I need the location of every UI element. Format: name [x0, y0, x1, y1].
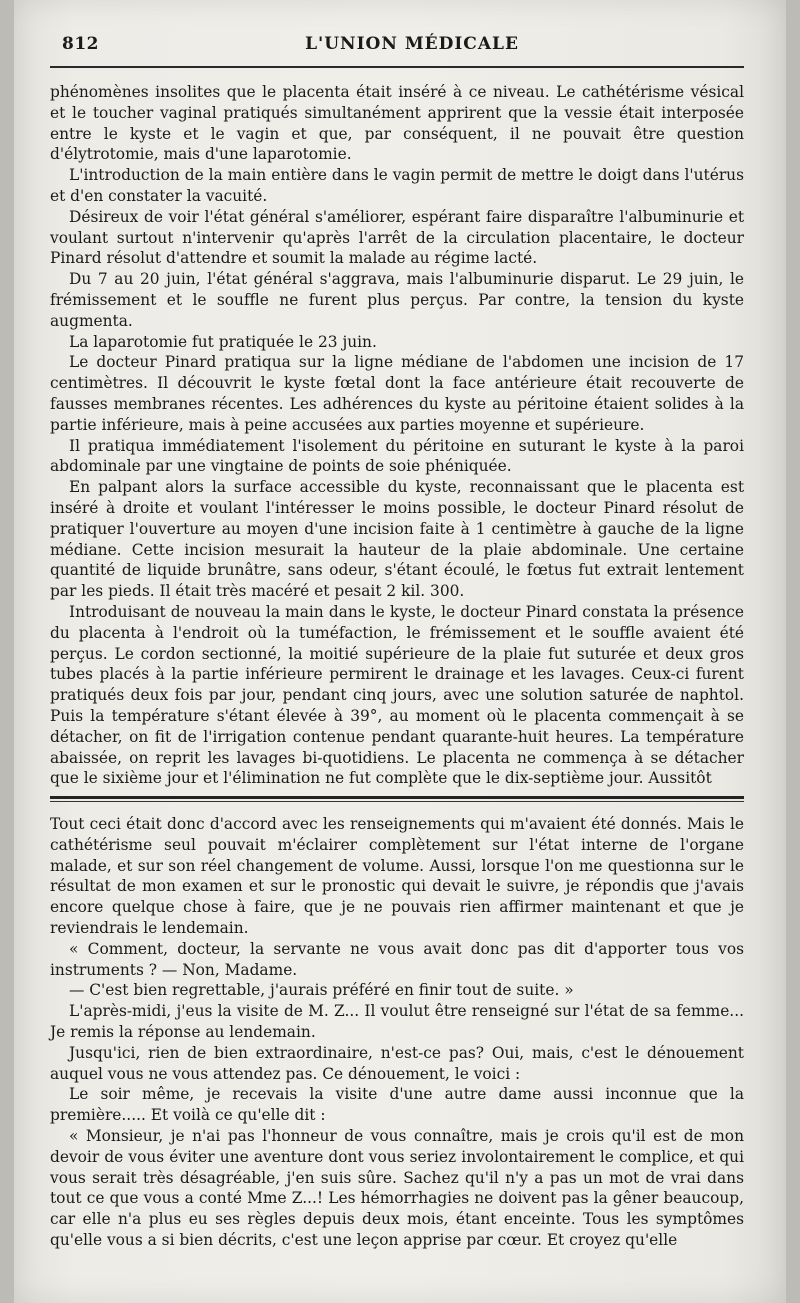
paragraph: Le docteur Pinard pratiqua sur la ligne médiane de l'abdomen une incision de 17 centimètres. Il découvrit le kyste fœtal dont la face antérieure était recouverte de fausses membranes récentes. Les adhérences du kyste au péritoine étaient solides à la partie inférieure, mais à peine accusées aux parties moyenne et supérieure. [50, 353, 744, 434]
page-header [62, 30, 762, 64]
paragraph: — C'est bien regrettable, j'aurais préféré en finir tout de suite. » [69, 981, 574, 1000]
divider-thick-rule [50, 796, 744, 799]
paragraph: Jusqu'ici, rien de bien extraordinaire, n'est-ce pas? Oui, mais, c'est le dénouement auquel vous ne vous attendez pas. Ce dénouement, le voici : [50, 1043, 744, 1083]
lower-feuilleton [50, 814, 744, 1251]
paragraph: Désireux de voir l'état général s'améliorer, espérant faire disparaître l'albuminurie et voulant surtout n'intervenir qu'après l'arrêt de la circulation placentaire, le docteur Pinard résolut d'attendre et soumit la malade au régime lacté. [50, 207, 744, 268]
paragraph: Du 7 au 20 juin, l'état général s'aggrava, mais l'albuminurie disparut. Le 29 juin, le frémissement et le souffle ne furent plus perçus. Par contre, la tension du kyste augmenta. [50, 270, 744, 330]
paragraph: « Monsieur, je n'ai pas l'honneur de vous connaître, mais je crois qu'il est de mon devoir de vous éviter une aventure dont vous seriez involontairement le complice, et qui vous serait très désagréable, j'en suis sûre. Sachez qu'il n'y a pas un mot de vrai dans tout ce que vous a conté Mme Z...! Les hémorrhagies ne doivent pas la gêner beaucoup, car elle n'a plus eu ses règles depuis deux mois, étant enceinte. Tous les symptômes qu'elle vous a si bien décrits, c'est une leçon apprise par cœur. Et croyez qu'elle [50, 1126, 744, 1249]
paragraph: L'introduction de la main entière dans le vagin permit de mettre le doigt dans l'utérus et d'en constater la vacuité. [50, 166, 744, 205]
paragraph: Tout ceci était donc d'accord avec les renseignements qui m'avaient été donnés. Mais le cathétérisme seul pouvait m'éclairer complètement sur l'état interne de l'organe malade, et sur son réel changement de volume. Aussi, lorsque l'on me questionna sur le résultat de mon examen et sur le pronostic qui devait le suivre, je répondis que j'avais encore quelque chose à faire, que je ne pouvais rien affirmer maintenant et que je reviendrais le lendemain. [50, 815, 744, 937]
paragraph: « Comment, docteur, la servante ne vous avait donc pas dit d'apporter tous vos instruments ? — Non, Madame. [50, 939, 744, 979]
paragraph: En palpant alors la surface accessible du kyste, reconnaissant que le placenta est inséré à droite et voulant l'intéresser le moins possible, le docteur Pinard résolut de pratiquer l'ouverture au moyen d'une incision faite à 1 centimètre à gauche de la ligne médiane. Cette incision mesurait la hauteur de la plaie abdominale. Une certaine quantité de liquide brunâtre, sans odeur, s'étant écoulé, le fœtus fut extrait lentement par les pieds. Il était très macéré et pesait 2 kil. 300. [50, 478, 744, 601]
header-rule [50, 66, 744, 68]
paragraph: phénomènes insolites que le placenta était inséré à ce niveau. Le cathétérisme vésical et le toucher vaginal pratiqués simultanément apprirent que la vessie était interposée entre le kyste et le vagin et que, par conséquent, il ne pouvait être question d'élytrotomie, mais d'une laparotomie. [50, 83, 744, 164]
upper-article [50, 82, 744, 789]
divider-thin-rule [50, 801, 744, 802]
paragraph: Le soir même, je recevais la visite d'une autre dame aussi inconnue que la première..... Et voilà ce qu'elle dit : [50, 1085, 744, 1125]
paragraph: La laparotomie fut pratiquée le 23 juin. [69, 332, 377, 351]
section-divider [50, 796, 744, 804]
paragraph: Introduisant de nouveau la main dans le kyste, le docteur Pinard constata la présence du placenta à l'endroit où la tuméfaction, le frémissement et le souffle avaient été perçus. Le cordon sectionné, la moitié supérieure de la plaie fut suturée et deux gros tubes placés à la partie inférieure permirent le drainage et les lavages. Ceux-ci furent pratiqués deux fois par jour, pendant cinq jours, avec une solution saturée de naphtol. Puis la température s'étant élevée à 39°, au moment où le placenta commençait à se détacher, on fit de l'irrigation contenue pendant quarante-huit heures. La température abaissée, on reprit les lavages bi-quotidiens. Le placenta ne commença à se détacher que le sixième jour et l'élimination ne fut complète que le dix-septième jour. Aussitôt [50, 602, 744, 788]
paragraph: L'après-midi, j'eus la visite de M. Z... Il voulut être renseigné sur l'état de sa femme... Je remis la réponse au lendemain. [50, 1002, 744, 1041]
paragraph: Il pratiqua immédiatement l'isolement du péritoine en suturant le kyste à la paroi abdominale par une vingtaine de points de soie phéniquée. [50, 436, 744, 476]
page-number: 812 [62, 34, 99, 54]
running-title: L'UNION MÉDICALE [305, 34, 519, 54]
